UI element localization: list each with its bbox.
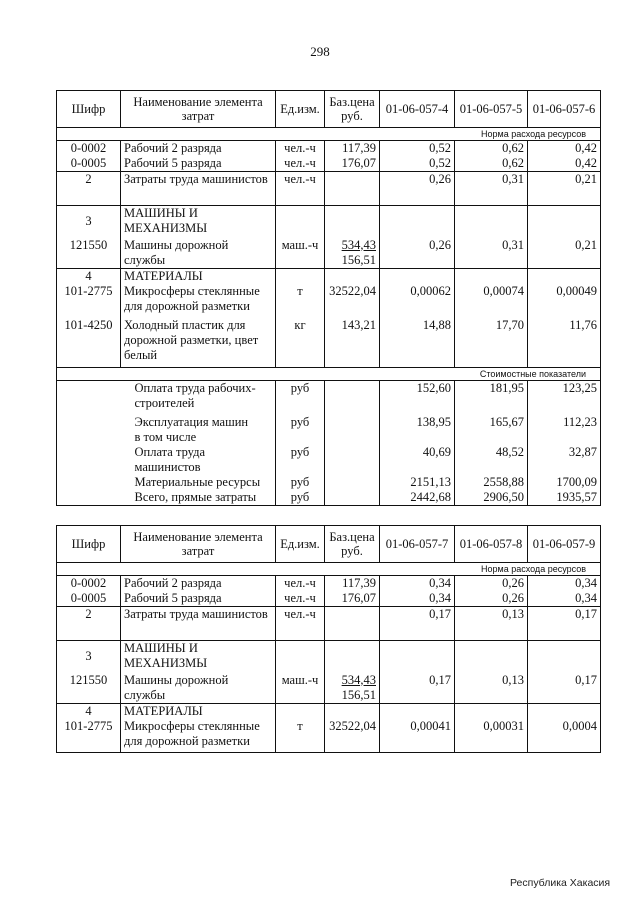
section-row-materials <box>57 268 601 284</box>
table-cell: чел.-ч <box>276 141 325 157</box>
table-cell: Оплата труда рабочих-строителей <box>121 381 276 415</box>
table-cell: 0,34 <box>528 591 601 607</box>
table-cell: чел.-ч <box>276 591 325 607</box>
col-header-code: Шифр <box>57 526 121 563</box>
table-cell <box>276 641 325 673</box>
table-cell: 0,62 <box>455 156 528 172</box>
col-header-2: 01-06-057-8 <box>455 526 528 563</box>
norm-label: Норма расхода ресурсов <box>57 563 601 576</box>
table-cell: 117,39 <box>325 576 380 592</box>
table-cell: 0,13 <box>455 673 528 704</box>
table-cell <box>325 703 380 719</box>
table-cell: чел.-ч <box>276 156 325 172</box>
table-cell: 2442,68 <box>380 490 455 506</box>
table-row <box>57 284 601 318</box>
table-header-row <box>57 91 601 128</box>
table-cell: 14,88 <box>380 318 455 368</box>
table-cell: Оплата труда машинистов <box>121 445 276 475</box>
col-header-2: 01-06-057-5 <box>455 91 528 128</box>
footer-region: Республика Хакасия <box>510 877 611 889</box>
table-cell: 0,62 <box>455 141 528 157</box>
table-cell <box>276 206 325 238</box>
table-cell: 0,34 <box>380 576 455 592</box>
section-row-materials <box>57 703 601 719</box>
table-cell <box>455 268 528 284</box>
table-row <box>57 576 601 592</box>
table-cell: 0,26 <box>380 172 455 206</box>
table-row <box>57 172 601 206</box>
table-cell: МАТЕРИАЛЫ <box>121 703 276 719</box>
table-cell: 0,00031 <box>455 719 528 753</box>
table-cell: 0,31 <box>455 172 528 206</box>
table-cell: МАШИНЫ И МЕХАНИЗМЫ <box>121 206 276 238</box>
col-header-3: 01-06-057-9 <box>528 526 601 563</box>
table-cell: 165,67 <box>455 415 528 430</box>
table-cell: 0,26 <box>455 591 528 607</box>
table-cell: 0,0004 <box>528 719 601 753</box>
table-cell <box>528 703 601 719</box>
table-cell: 40,69 <box>380 445 455 475</box>
table-cell <box>57 415 121 430</box>
table-cell <box>276 268 325 284</box>
table-cell: 123,25 <box>528 381 601 415</box>
table-cell: 101-2775 <box>57 284 121 318</box>
table-cell: 2906,50 <box>455 490 528 506</box>
section-row-machines <box>57 206 601 238</box>
table-cell <box>455 430 528 445</box>
table-cell: руб <box>276 475 325 490</box>
table-cell: 101-2775 <box>57 719 121 753</box>
table-cell: Рабочий 2 разряда <box>121 576 276 592</box>
table-cell <box>528 430 601 445</box>
table-cell: 117,39 <box>325 141 380 157</box>
table-cell: 0,21 <box>528 238 601 269</box>
table-cell: Холодный пластик для дорожной разметки, цвет белый <box>121 318 276 368</box>
table-cell <box>528 268 601 284</box>
table-row <box>57 318 601 368</box>
table-cell: 121550 <box>57 673 121 704</box>
resource-table-2 <box>56 525 601 753</box>
table-cell <box>57 475 121 490</box>
table-cell <box>325 445 380 475</box>
table-cell: 138,95 <box>380 415 455 430</box>
table-cell: 0-0005 <box>57 591 121 607</box>
table-cell: 0,13 <box>455 607 528 641</box>
table-cell <box>57 445 121 475</box>
table-cell <box>380 268 455 284</box>
table-cell <box>528 641 601 673</box>
table-cell: 143,21 <box>325 318 380 368</box>
table-cell <box>455 206 528 238</box>
summary-row <box>57 381 601 415</box>
table-cell: 0,17 <box>380 607 455 641</box>
table-cell: маш.-ч <box>276 238 325 269</box>
table-cell: т <box>276 719 325 753</box>
summary-row <box>57 475 601 490</box>
table-cell: 0,17 <box>528 673 601 704</box>
summary-row <box>57 490 601 506</box>
table-cell <box>380 703 455 719</box>
table-cell: 32522,04 <box>325 284 380 318</box>
table-cell: 152,60 <box>380 381 455 415</box>
table-cell: 0-0002 <box>57 576 121 592</box>
table-cell: 0,42 <box>528 141 601 157</box>
table-cell <box>276 430 325 445</box>
resource-table-1 <box>56 90 601 506</box>
table-cell <box>380 641 455 673</box>
table-cell: 0,52 <box>380 156 455 172</box>
page-number: 298 <box>310 44 330 59</box>
table-cell: МАШИНЫ И МЕХАНИЗМЫ <box>121 641 276 673</box>
table-cell: Машины дорожной службы <box>121 673 276 704</box>
table-row <box>57 673 601 704</box>
col-header-1: 01-06-057-7 <box>380 526 455 563</box>
table-cell <box>57 490 121 506</box>
table-cell: Машины дорожной службы <box>121 238 276 269</box>
table-row <box>57 719 601 753</box>
table-cell: 0,17 <box>380 673 455 704</box>
table-cell: маш.-ч <box>276 673 325 704</box>
table-cell <box>276 703 325 719</box>
col-header-code: Шифр <box>57 91 121 128</box>
table-cell: 2151,13 <box>380 475 455 490</box>
table-cell <box>325 430 380 445</box>
table-cell: 0-0002 <box>57 141 121 157</box>
summary-row <box>57 415 601 430</box>
table-cell: 2 <box>57 607 121 641</box>
table-cell: руб <box>276 381 325 415</box>
col-header-unit: Ед.изм. <box>276 91 325 128</box>
table-cell: 0,21 <box>528 172 601 206</box>
table-row <box>57 591 601 607</box>
table-cell: 0,52 <box>380 141 455 157</box>
table-cell: МАТЕРИАЛЫ <box>121 268 276 284</box>
table-cell <box>380 430 455 445</box>
table-cell: чел.-ч <box>276 607 325 641</box>
table-cell <box>325 475 380 490</box>
col-header-name: Наименование элемента затрат <box>121 526 276 563</box>
col-header-1: 01-06-057-4 <box>380 91 455 128</box>
table-cell: Рабочий 5 разряда <box>121 591 276 607</box>
col-header-unit: Ед.изм. <box>276 526 325 563</box>
table-cell: 0-0005 <box>57 156 121 172</box>
table-cell: 0,00049 <box>528 284 601 318</box>
table-cell <box>57 381 121 415</box>
table-cell: 2558,88 <box>455 475 528 490</box>
table-cell: 0,00041 <box>380 719 455 753</box>
table-cell: 534,43 156,51 <box>325 238 380 269</box>
table-cell <box>528 206 601 238</box>
table-cell: 0,17 <box>528 607 601 641</box>
table-cell: 112,23 <box>528 415 601 430</box>
table-cell: Материальные ресурсы <box>121 475 276 490</box>
table-cell: Эксплуатация машин <box>121 415 276 430</box>
table-cell: 48,52 <box>455 445 528 475</box>
cost-label: Стоимостные показатели <box>57 368 601 381</box>
table-header-row <box>57 526 601 563</box>
table-cell <box>455 703 528 719</box>
table-cell: 176,07 <box>325 156 380 172</box>
table-cell: 4 <box>57 268 121 284</box>
summary-row <box>57 445 601 475</box>
table-cell: Затраты труда машинистов <box>121 172 276 206</box>
table-row <box>57 238 601 269</box>
table-cell: руб <box>276 415 325 430</box>
norm-label: Норма расхода ресурсов <box>57 128 601 141</box>
table-cell: руб <box>276 490 325 506</box>
table-cell: Рабочий 5 разряда <box>121 156 276 172</box>
col-header-3: 01-06-057-6 <box>528 91 601 128</box>
table-cell: 0,26 <box>455 576 528 592</box>
table-cell: 2 <box>57 172 121 206</box>
table-cell: Затраты труда машинистов <box>121 607 276 641</box>
table-cell: кг <box>276 318 325 368</box>
table-cell <box>325 415 380 430</box>
table-row <box>57 141 601 157</box>
table-cell: Микросферы стеклянные для дорожной разметки <box>121 284 276 318</box>
table-cell: 4 <box>57 703 121 719</box>
table-cell: т <box>276 284 325 318</box>
table-cell <box>325 381 380 415</box>
table-cell <box>325 172 380 206</box>
table-row <box>57 607 601 641</box>
table-cell: 32,87 <box>528 445 601 475</box>
table-cell <box>57 430 121 445</box>
table-cell: 0,31 <box>455 238 528 269</box>
table-cell: 11,76 <box>528 318 601 368</box>
table-cell: 0,34 <box>380 591 455 607</box>
table-cell: 534,43 156,51 <box>325 673 380 704</box>
table-cell: 101-4250 <box>57 318 121 368</box>
table-cell: 0,42 <box>528 156 601 172</box>
table-cell: 121550 <box>57 238 121 269</box>
table-cell: 3 <box>57 641 121 673</box>
table-cell: 0,34 <box>528 576 601 592</box>
table-cell: 17,70 <box>455 318 528 368</box>
table-cell <box>325 490 380 506</box>
table-cell: Всего, прямые затраты <box>121 490 276 506</box>
table-cell: 1700,09 <box>528 475 601 490</box>
table-cell: 1935,57 <box>528 490 601 506</box>
table-cell: чел.-ч <box>276 576 325 592</box>
table-cell <box>325 206 380 238</box>
table-cell <box>380 206 455 238</box>
table-row <box>57 156 601 172</box>
table-cell: чел.-ч <box>276 172 325 206</box>
table-cell: 0,00062 <box>380 284 455 318</box>
table-cell: 0,00074 <box>455 284 528 318</box>
table-cell <box>325 641 380 673</box>
table-cell: в том числе <box>121 430 276 445</box>
table-cell: Микросферы стеклянные для дорожной разметки <box>121 719 276 753</box>
table-cell: 3 <box>57 206 121 238</box>
table-cell: 0,26 <box>380 238 455 269</box>
table-cell: 32522,04 <box>325 719 380 753</box>
section-row-machines <box>57 641 601 673</box>
table-cell <box>325 268 380 284</box>
col-header-price: Баз.цена руб. <box>325 91 380 128</box>
table-cell <box>455 641 528 673</box>
table-cell: 176,07 <box>325 591 380 607</box>
col-header-price: Баз.цена руб. <box>325 526 380 563</box>
table-cell: 181,95 <box>455 381 528 415</box>
table-cell <box>325 607 380 641</box>
col-header-name: Наименование элемента затрат <box>121 91 276 128</box>
table-cell: Рабочий 2 разряда <box>121 141 276 157</box>
table-cell: руб <box>276 445 325 475</box>
summary-row <box>57 430 601 445</box>
